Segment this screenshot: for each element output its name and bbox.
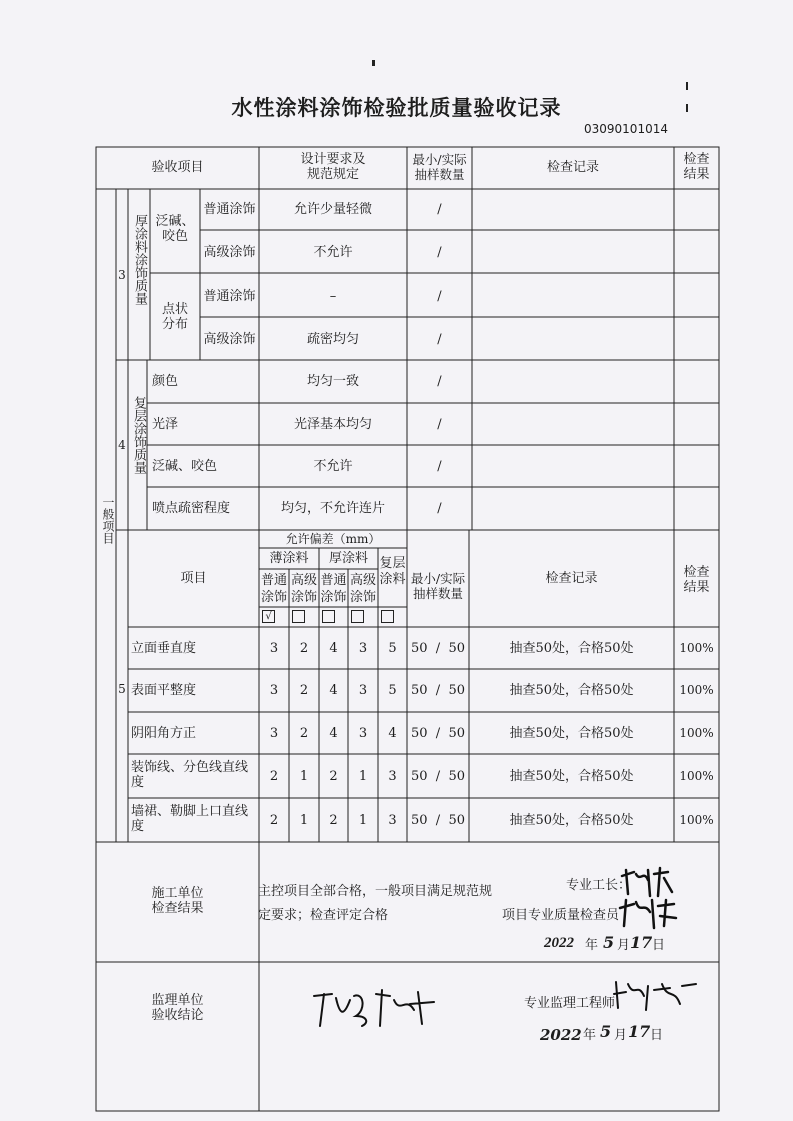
row-record: 抽查50处，合格50处: [509, 641, 634, 656]
document-title: 水性涂料涂饰检验批质量验收记录: [231, 95, 562, 120]
group5-header-item: 项目: [180, 571, 207, 586]
construction-date-day: 17: [630, 933, 653, 952]
group4-row2-req: 光泽基本均匀: [293, 417, 372, 432]
row-value: 1: [358, 813, 368, 828]
checkbox-thin-advanced[interactable]: [292, 610, 305, 623]
group5-header-thick-normal: 普通 涂饰: [320, 573, 347, 605]
row-value: 3: [388, 813, 397, 828]
group3-row4-sample: /: [437, 332, 442, 347]
construction-label: 施工单位 检查结果: [151, 886, 204, 916]
row-value: 3: [388, 769, 397, 784]
group4-row4-sample: /: [437, 501, 442, 516]
group3-row2-kind: 高级涂饰: [203, 245, 256, 260]
row-sample: 50 / 50: [411, 769, 465, 784]
row-value: 2: [269, 769, 279, 784]
group4-row4-item: 喷点疏密程度: [152, 501, 231, 516]
group4-number: 4: [118, 438, 126, 452]
group5-header-thin-advanced: 高级 涂饰: [290, 573, 317, 605]
checkbox-multi[interactable]: [381, 610, 394, 623]
group3-sub-efflorescence: 泛碱、 咬色: [155, 214, 195, 244]
group3-row1-req: 允许少量轻微: [293, 202, 372, 217]
row-sample: 50 / 50: [411, 726, 465, 741]
group4-row4-req: 均匀，不允许连片: [280, 501, 385, 516]
row-value: 4: [388, 726, 397, 741]
group5-header-result: 检查 结果: [683, 565, 710, 595]
group3-row2-sample: /: [437, 245, 442, 260]
engineer-signature: [610, 978, 700, 1014]
group3-row3-kind: 普通涂饰: [203, 289, 256, 304]
group3-number: 3: [118, 268, 126, 282]
supervision-date-day: 17: [628, 1022, 651, 1041]
group4-row1-req: 均匀一致: [306, 374, 359, 389]
row-sample: 50 / 50: [411, 641, 465, 656]
header-item: 验收项目: [151, 160, 204, 175]
row-value: 4: [329, 726, 338, 741]
header-result: 检查 结果: [683, 152, 710, 182]
group5-header-thick-advanced: 高级 涂饰: [349, 573, 376, 605]
row-result: 100%: [679, 769, 714, 783]
supervision-signature: [310, 986, 440, 1032]
row-value: 2: [329, 813, 338, 828]
row-value: 3: [358, 726, 368, 741]
row-value: 3: [269, 726, 279, 741]
inspector-signature: [616, 896, 680, 930]
header-record: 检查记录: [546, 160, 599, 175]
group5-header-record: 检查记录: [545, 571, 598, 586]
group3-row4-req: 疏密均匀: [306, 332, 359, 347]
row-record: 抽查50处，合格50处: [509, 726, 634, 741]
group4-row3-sample: /: [437, 459, 442, 474]
row-value: 4: [329, 683, 338, 698]
group5-number: 5: [118, 682, 126, 696]
group5-header-multi: 复层 涂料: [379, 556, 406, 587]
construction-date-year: 2022: [544, 935, 574, 951]
supervision-date-y: 年: [583, 1028, 597, 1043]
row-value: 5: [388, 641, 397, 656]
foreman-signature: [618, 866, 678, 900]
group3-row2-req: 不允许: [313, 245, 353, 260]
group4-row3-req: 不允许: [313, 459, 353, 474]
row-item: 装饰线、分色线直线度: [131, 760, 249, 790]
checkbox-thick-advanced[interactable]: [351, 610, 364, 623]
checkbox-thin-normal[interactable]: √: [262, 610, 275, 623]
row-value: 1: [299, 769, 309, 784]
row-value: 4: [329, 641, 338, 656]
construction-text: 主控项目全部合格，一般项目满足规范规定要求；检查评定合格: [258, 884, 493, 923]
group5-header-tolerance: 允许偏差（mm）: [285, 532, 381, 546]
row-item: 立面垂直度: [131, 641, 197, 656]
group3-row3-sample: /: [437, 289, 442, 304]
supervision-date-d: 日: [650, 1028, 664, 1043]
row-value: 2: [269, 813, 279, 828]
row-value: 3: [358, 683, 368, 698]
row-sample: 50 / 50: [411, 683, 465, 698]
group3-row4-kind: 高级涂饰: [203, 332, 256, 347]
supervision-date-month: 5: [600, 1022, 612, 1041]
group3-row1-kind: 普通涂饰: [203, 202, 256, 217]
general-items-label: 一般项目: [101, 496, 115, 544]
row-sample: 50 / 50: [411, 813, 465, 828]
group5-header-thin-normal: 普通 涂饰: [260, 573, 287, 605]
row-result: 100%: [679, 683, 714, 697]
construction-date-y: 年: [585, 938, 599, 953]
row-item: 表面平整度: [131, 683, 197, 698]
row-value: 5: [388, 683, 397, 698]
header-design: 设计要求及 规范规定: [300, 152, 366, 182]
supervision-date-year: 2022: [540, 1026, 582, 1044]
row-value: 2: [299, 683, 309, 698]
quality-inspector-label: 项目专业质量检查员: [502, 908, 620, 923]
row-item: 阴阳角方正: [131, 726, 197, 741]
group3-row1-sample: /: [437, 202, 442, 217]
group4-row2-item: 光泽: [152, 417, 179, 432]
construction-date-month: 5: [603, 933, 615, 952]
row-result: 100%: [679, 813, 714, 827]
row-record: 抽查50处，合格50处: [509, 683, 634, 698]
group4-row2-sample: /: [437, 417, 442, 432]
row-value: 3: [269, 683, 279, 698]
group4-name: 复层涂饰质量: [131, 396, 146, 474]
row-result: 100%: [679, 641, 714, 655]
row-record: 抽查50处，合格50处: [509, 769, 634, 784]
foreman-label: 专业工长：: [566, 878, 632, 893]
row-value: 3: [269, 641, 279, 656]
group3-name: 厚涂料涂饰质量: [132, 214, 147, 305]
group5-header-sample: 最小/实际 抽样数量: [410, 571, 466, 601]
group4-row1-sample: /: [437, 374, 442, 389]
group4-row1-item: 颜色: [152, 374, 179, 389]
row-result: 100%: [679, 726, 714, 740]
row-value: 3: [358, 641, 368, 656]
row-value: 1: [358, 769, 368, 784]
supervision-engineer-label: 专业监理工程师: [524, 996, 616, 1011]
row-value: 2: [299, 726, 309, 741]
supervision-label: 监理单位 验收结论: [151, 993, 204, 1023]
construction-date-m: 月: [617, 938, 631, 953]
row-value: 2: [329, 769, 338, 784]
header-sample: 最小/实际 抽样数量: [412, 152, 467, 182]
group3-sub-dots: 点状 分布: [161, 302, 188, 332]
document-number: 03090101014: [584, 122, 668, 136]
group5-header-thin: 薄涂料: [269, 551, 309, 566]
group4-row3-item: 泛碱、咬色: [152, 459, 218, 474]
row-value: 1: [299, 813, 309, 828]
row-item: 墙裙、勒脚上口直线度: [131, 804, 249, 834]
supervision-date-m: 月: [614, 1028, 628, 1043]
row-value: 2: [299, 641, 309, 656]
checkbox-thick-normal[interactable]: [322, 610, 335, 623]
construction-date-d: 日: [652, 938, 666, 953]
group5-header-thick: 厚涂料: [328, 551, 368, 566]
row-record: 抽查50处，合格50处: [509, 813, 634, 828]
group3-row3-req: –: [329, 289, 337, 304]
